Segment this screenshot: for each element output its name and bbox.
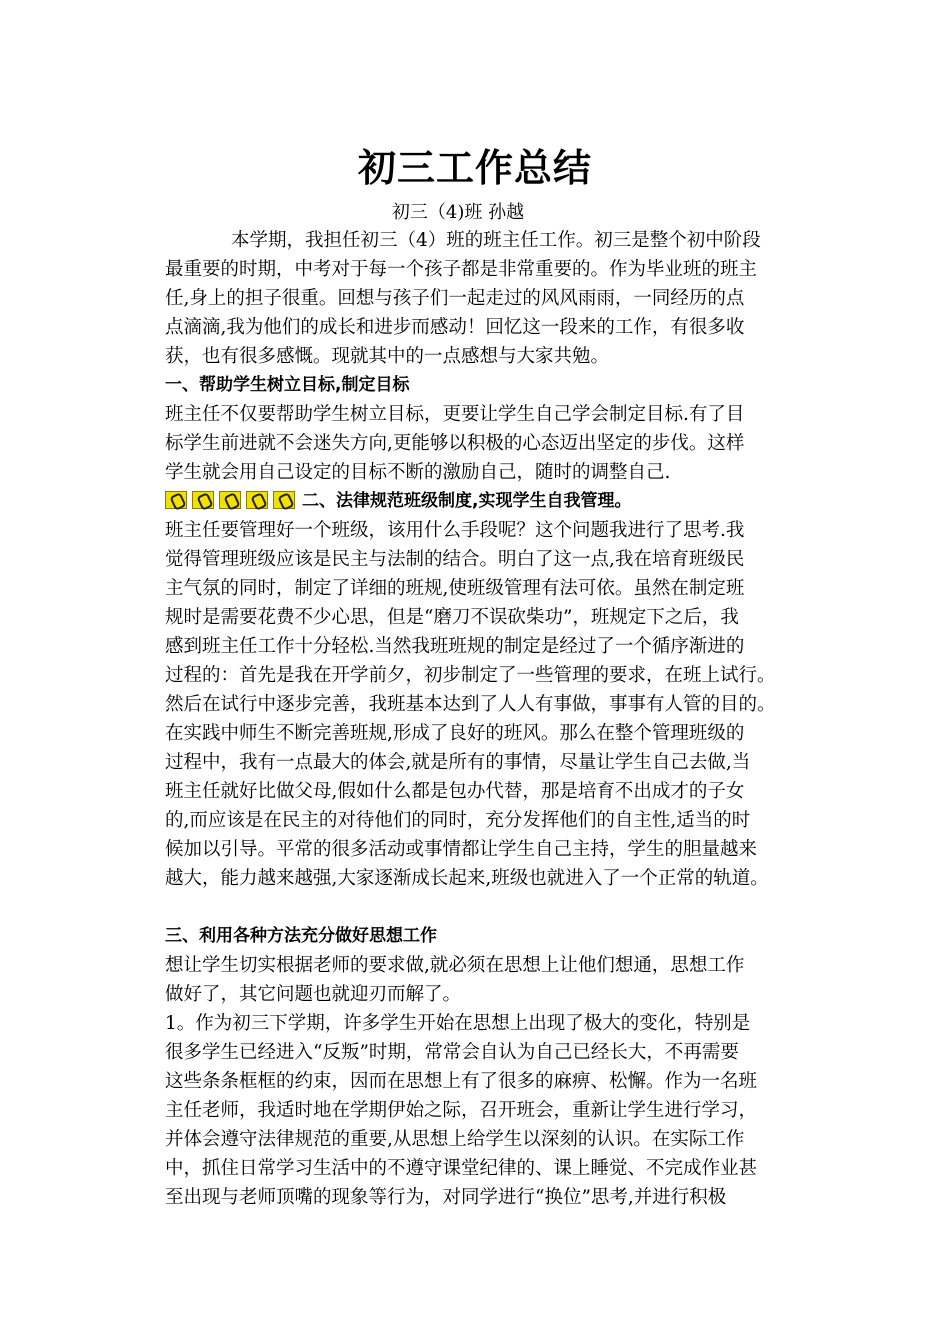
clip-icon xyxy=(246,491,268,509)
blank-line xyxy=(165,893,793,922)
document-body xyxy=(165,226,793,1212)
paragraph-line: 学生就会用自己设定的目标不断的激励自己，随时的调整自己. xyxy=(165,462,671,483)
paragraph-line: 过程的：首先是我在开学前夕，初步制定了一些管理的要求，在班上试行。 xyxy=(165,665,776,686)
paragraph-line: 标学生前进就不会迷失方向,更能够以积极的心态迈出坚定的步伐。这样 xyxy=(165,433,745,454)
paragraph-line: 觉得管理班级应该是民主与法制的结合。明白了这一点,我在培育班级民 xyxy=(165,549,745,570)
paragraph-line: 越大，能力越来越强,大家逐渐成长起来,班级也就进入了一个正常的轨道。 xyxy=(165,868,769,889)
paragraph-line: 这些条条框框的约束，因而在思想上有了很多的麻痹、松懈。作为一名班 xyxy=(165,1071,758,1092)
clip-icon xyxy=(273,491,295,509)
paragraph-line: 想让学生切实根据老师的要求做,就必须在思想上让他们想通，思想工作 xyxy=(165,955,745,976)
paragraph-line: 过程中，我有一点最大的体会,就是所有的事情，尽量让学生自己去做,当 xyxy=(165,752,751,773)
paragraph-line: 然后在试行中逐步完善，我班基本达到了人人有事做，事事有人管的目的。 xyxy=(165,694,776,715)
paragraph-line: 规时是需要花费不少心思，但是“磨刀不误砍柴功”，班规定下之后，我 xyxy=(165,607,739,628)
paragraph-line: 并体会遵守法律规范的重要,从思想上给学生以深刻的认识。在实际工作 xyxy=(165,1129,745,1150)
paragraph-line: 获，也有很多感慨。现就其中的一点感想与大家共勉。 xyxy=(165,346,610,367)
section-heading: 一、帮助学生树立目标,制定目标 xyxy=(165,375,410,395)
paragraph-line: 的,而应该是在民主的对待他们的同时，充分发挥他们的自主性,适当的时 xyxy=(165,810,751,831)
section-heading: 二、法律规范班级制度,实现学生自我管理。 xyxy=(302,491,632,511)
paragraph-line: 点滴滴,我为他们的成长和进步而感动！回忆这一段来的工作，有很多收 xyxy=(165,317,745,338)
section-heading-row xyxy=(165,487,793,516)
paragraph-line: 至出现与老师顶嘴的现象等行为，对同学进行“换位”思考,并进行积极 xyxy=(165,1187,727,1208)
document-title: 初三工作总结 xyxy=(357,146,592,190)
paragraph-line: 主气氛的同时，制定了详细的班规,使班级管理有法可依。虽然在制定班 xyxy=(165,578,745,599)
paragraph-line: 中，抓住日常学习生活中的不遵守课堂纪律的、课上睡觉、不完成作业甚 xyxy=(165,1158,758,1179)
clip-icon-strip xyxy=(165,490,300,516)
paragraph-line: 本学期，我担任初三（4）班的班主任工作。初三是整个初中阶段 xyxy=(231,230,761,251)
paragraph-line: 做好了，其它问题也就迎刃而解了。 xyxy=(165,984,462,1005)
document-subtitle: 初三（4)班 孙越 xyxy=(391,202,525,223)
paragraph-line: 很多学生已经进入“反叛”时期，常常会自认为自己已经长大，不再需要 xyxy=(165,1042,739,1063)
paragraph-line: 任,身上的担子很重。回想与孩子们一起走过的风风雨雨，一同经历的点 xyxy=(165,288,745,309)
clip-icon xyxy=(219,491,241,509)
paragraph-line: 1。作为初三下学期，许多学生开始在思想上出现了极大的变化，特别是 xyxy=(165,1013,751,1034)
section-heading: 三、利用各种方法充分做好思想工作 xyxy=(165,926,437,946)
clip-icon xyxy=(165,491,187,509)
paragraph-line: 主任老师，我适时地在学期伊始之际，召开班会，重新让学生进行学习， xyxy=(165,1100,758,1121)
paragraph-line: 在实践中师生不断完善班规,形成了良好的班风。那么在整个管理班级的 xyxy=(165,723,745,744)
paragraph-line: 最重要的时期，中考对于每一个孩子都是非常重要的。作为毕业班的班主 xyxy=(165,259,758,280)
paragraph-line: 班主任要管理好一个班级，该用什么手段呢？这个问题我进行了思考.我 xyxy=(165,520,745,541)
clip-icon xyxy=(192,491,214,509)
paragraph-line: 班主任不仅要帮助学生树立目标，更要让学生自己学会制定目标.有了目 xyxy=(165,404,745,425)
paragraph-line: 感到班主任工作十分轻松.当然我班班规的制定是经过了一个循序渐进的 xyxy=(165,636,745,657)
paragraph-line: 候加以引导。平常的很多活动或事情都让学生自己主持，学生的胆量越来 xyxy=(165,839,758,860)
paragraph-line: 班主任就好比做父母,假如什么都是包办代替，那是培育不出成才的子女 xyxy=(165,781,745,802)
